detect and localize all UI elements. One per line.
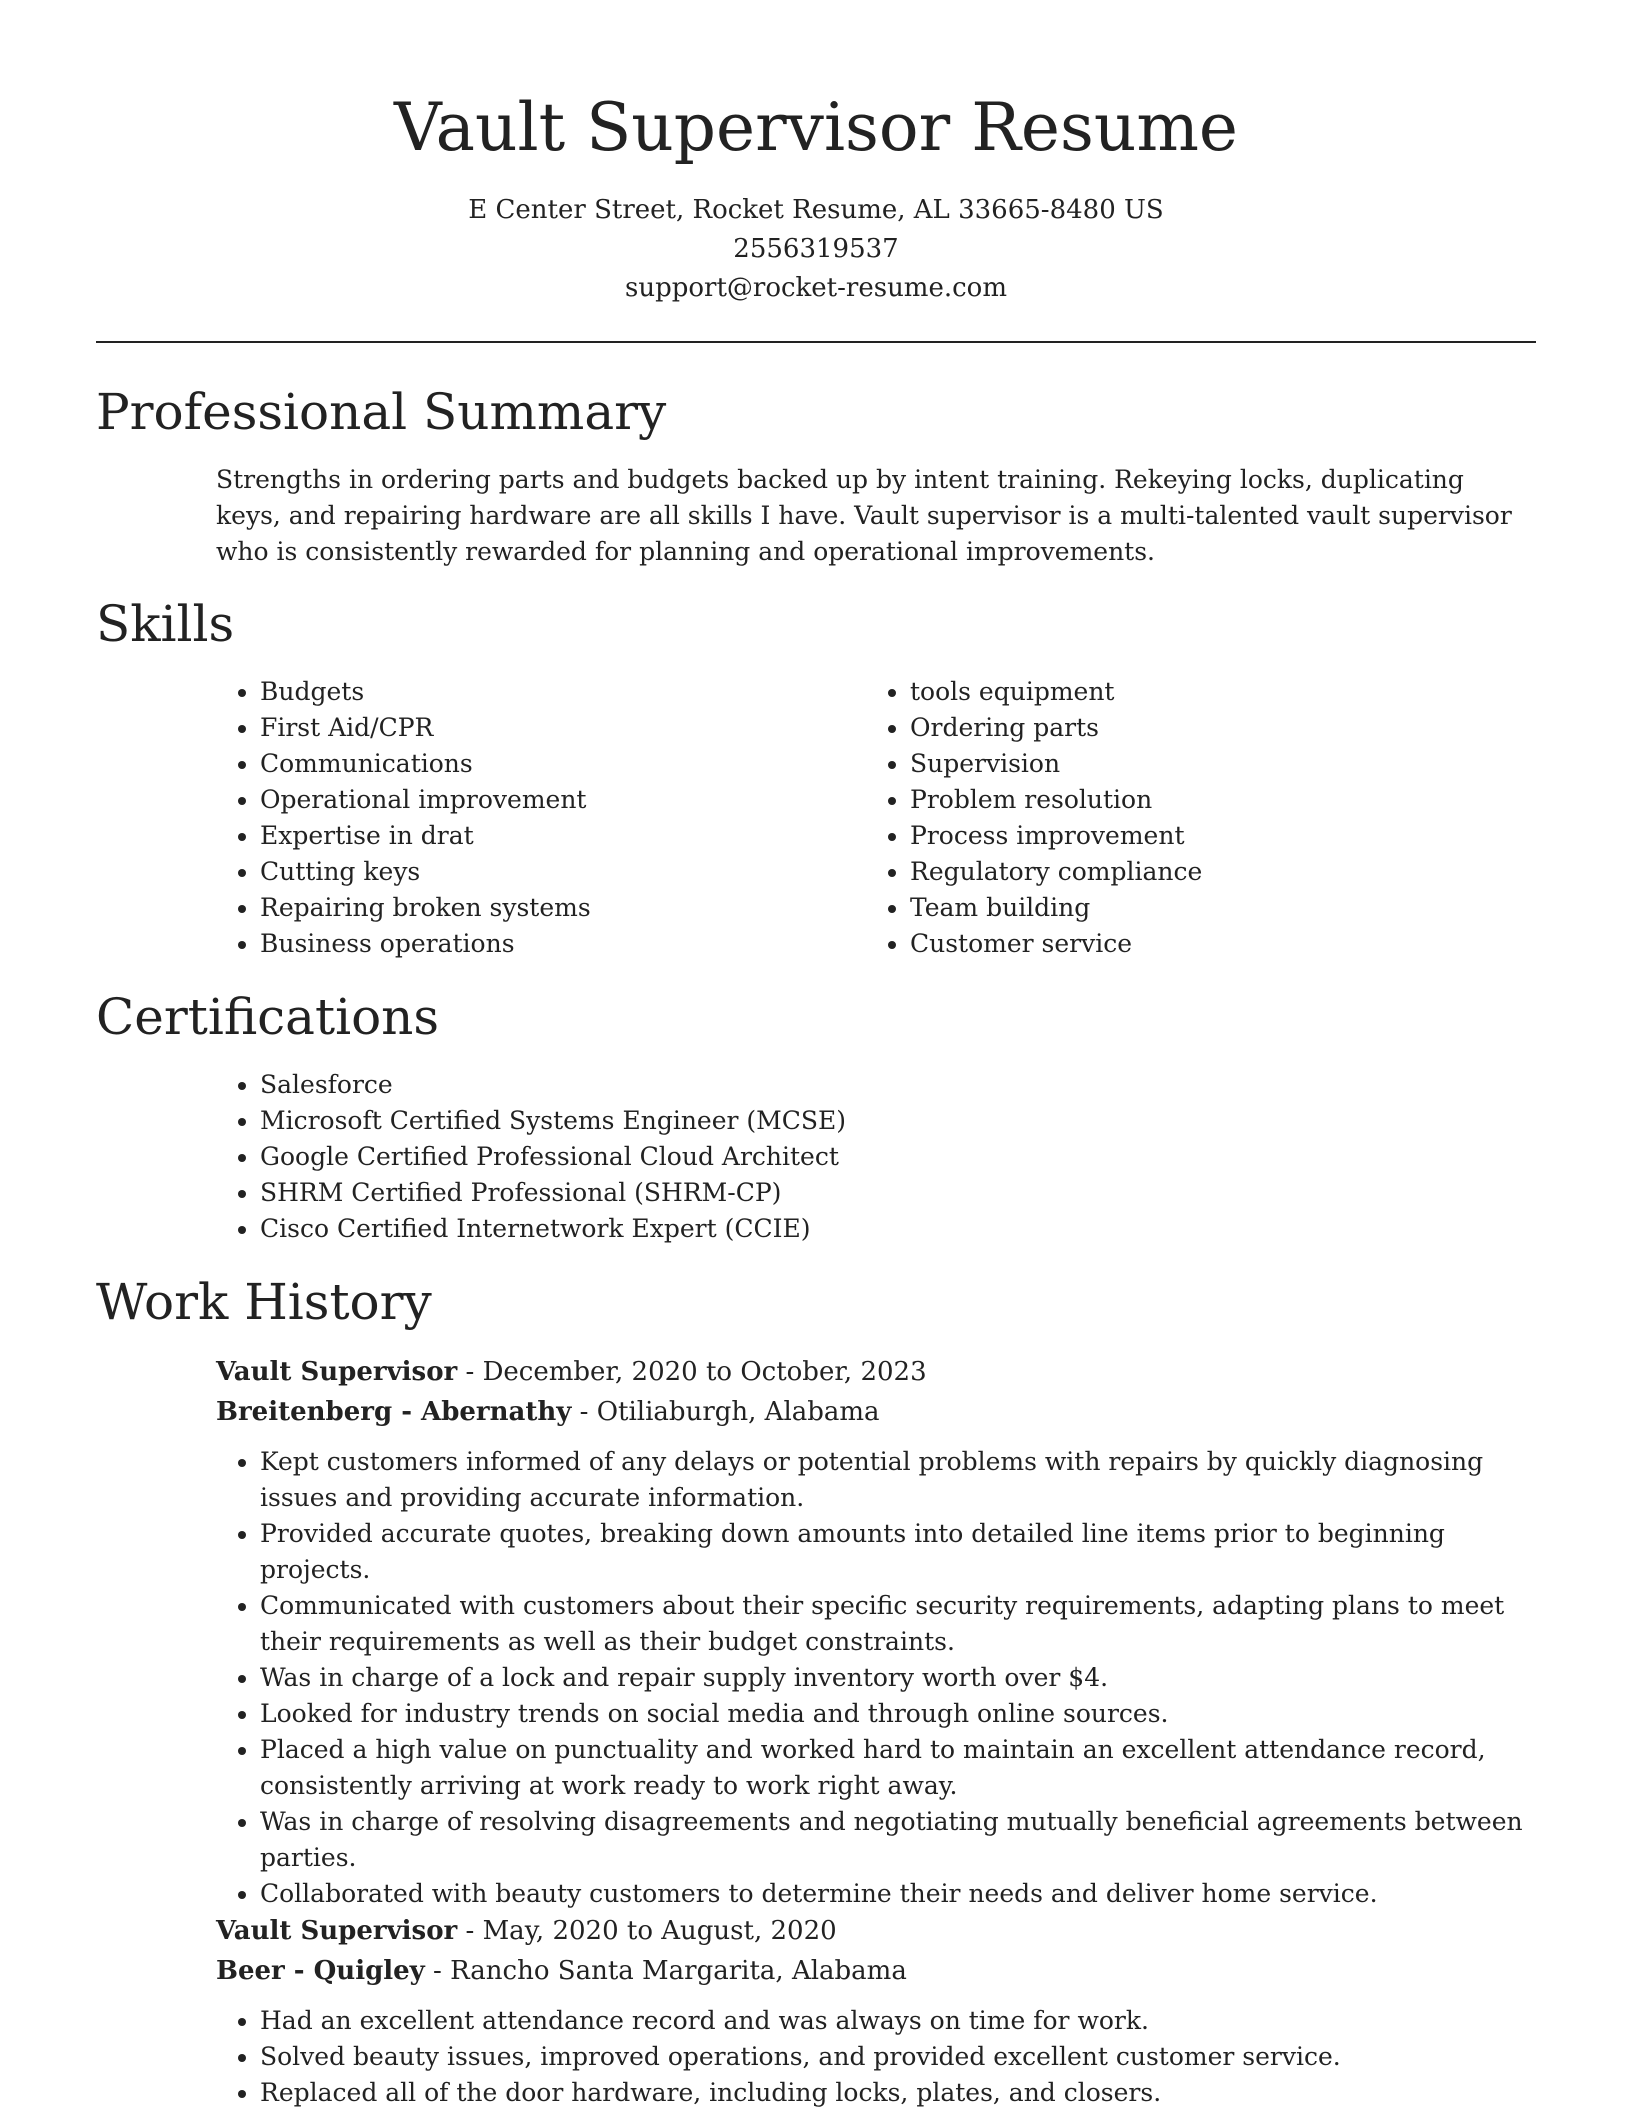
job-title-line — [216, 1911, 1536, 1951]
skills-list-left — [216, 674, 816, 962]
skill-item: • Supervision — [910, 746, 1466, 782]
job-dates: - May, 2020 to August, 2020 — [457, 1916, 837, 1946]
skill-item: • Business operations — [260, 926, 816, 962]
job-bullet: • Was in charge of resolving disagreements and negotiating mutually beneficial agreements between parties. — [260, 1804, 1536, 1876]
certification-item: • Cisco Certified Internetwork Expert (CCIE) — [260, 1211, 1316, 1247]
job-bullets — [216, 1444, 1536, 1912]
certifications-heading: Certifications — [96, 988, 440, 1046]
job-bullet: • Collaborated with beauty customers to determine their needs and deliver home service. — [260, 1876, 1536, 1912]
skill-item: • Problem resolution — [910, 782, 1466, 818]
skill-item: • Regulatory compliance — [910, 854, 1466, 890]
job-company: Beer - Quigley — [216, 1956, 425, 1986]
skills-heading: Skills — [96, 595, 235, 653]
job-bullet: • Looked for industry trends on social media and through online sources. — [260, 1696, 1536, 1732]
job-company-line — [216, 1392, 1536, 1432]
job-role: Vault Supervisor — [216, 1357, 458, 1387]
skills-column-right — [866, 674, 1466, 962]
contact-block — [96, 191, 1536, 308]
skill-item: • Process improvement — [910, 818, 1466, 854]
skill-item: • Repairing broken systems — [260, 890, 816, 926]
job-bullet: • Provided accurate quotes, breaking down amounts into detailed line items prior to beginning projects. — [260, 1516, 1536, 1588]
job-location: - Otiliaburgh, Alabama — [571, 1397, 880, 1427]
job-bullet: • Had an excellent attendance record and was always on time for work. — [260, 2003, 1536, 2039]
skills-list-right — [866, 674, 1466, 962]
job-company-line — [216, 1951, 1536, 1991]
job-bullet: • Placed a high value on punctuality and worked hard to maintain an excellent attendance record, consistently arriving at work ready to work right away. — [260, 1732, 1536, 1804]
skill-item: • Ordering parts — [910, 710, 1466, 746]
job-dates: - December, 2020 to October, 2023 — [457, 1357, 927, 1387]
job-bullet: • Replaced all of the door hardware, including locks, plates, and closers. — [260, 2075, 1536, 2111]
contact-email: support@rocket-resume.com — [624, 273, 1007, 303]
certification-item: • Salesforce — [260, 1067, 1316, 1103]
job-bullets — [216, 2003, 1536, 2111]
certification-item: • Google Certified Professional Cloud Architect — [260, 1139, 1316, 1175]
skills-column-left — [216, 674, 816, 962]
skill-item: • tools equipment — [910, 674, 1466, 710]
job-location: - Rancho Santa Margarita, Alabama — [424, 1956, 907, 1986]
work-history-heading: Work History — [96, 1273, 432, 1331]
contact-address: E Center Street, Rocket Resume, AL 33665-8480 US — [468, 195, 1164, 225]
summary-text: Strengths in ordering parts and budgets backed up by intent training. Rekeying locks, duplicating keys, and repairing hardware are all skills I have. Vault supervisor is a multi-talented vault supervisor who is consistently rewarded for planning and operational improvements. — [216, 465, 1512, 566]
certification-item: • Microsoft Certified Systems Engineer (MCSE) — [260, 1103, 1316, 1139]
skill-item: • First Aid/CPR — [260, 710, 816, 746]
job-entry — [216, 1352, 1536, 1912]
job-company: Breitenberg - Abernathy — [216, 1397, 572, 1427]
certification-item: • SHRM Certified Professional (SHRM-CP) — [260, 1175, 1316, 1211]
resume-title: Vault Supervisor Resume — [394, 89, 1238, 166]
skill-item: • Cutting keys — [260, 854, 816, 890]
job-bullet: • Solved beauty issues, improved operations, and provided excellent customer service. — [260, 2039, 1536, 2075]
skill-item: • Team building — [910, 890, 1466, 926]
job-entry — [216, 1911, 1536, 2111]
skill-item: • Communications — [260, 746, 816, 782]
skill-item: • Customer service — [910, 926, 1466, 962]
certifications-block — [216, 1067, 1316, 1247]
skill-item: • Budgets — [260, 674, 816, 710]
skill-item: • Operational improvement — [260, 782, 816, 818]
job-bullet: • Kept customers informed of any delays or potential problems with repairs by quickly diagnosing issues and providing accurate information. — [260, 1444, 1536, 1516]
contact-phone: 2556319537 — [733, 234, 899, 264]
job-role: Vault Supervisor — [216, 1916, 458, 1946]
summary-heading: Professional Summary — [96, 383, 667, 441]
certifications-list — [216, 1067, 1316, 1247]
job-title-line — [216, 1352, 1536, 1392]
skill-item: • Expertise in drat — [260, 818, 816, 854]
header-divider — [96, 341, 1536, 343]
job-bullet: • Was in charge of a lock and repair supply inventory worth over $4. — [260, 1660, 1536, 1696]
job-bullet: • Communicated with customers about their specific security requirements, adapting plans to meet their requirements as well as their budget constraints. — [260, 1588, 1536, 1660]
